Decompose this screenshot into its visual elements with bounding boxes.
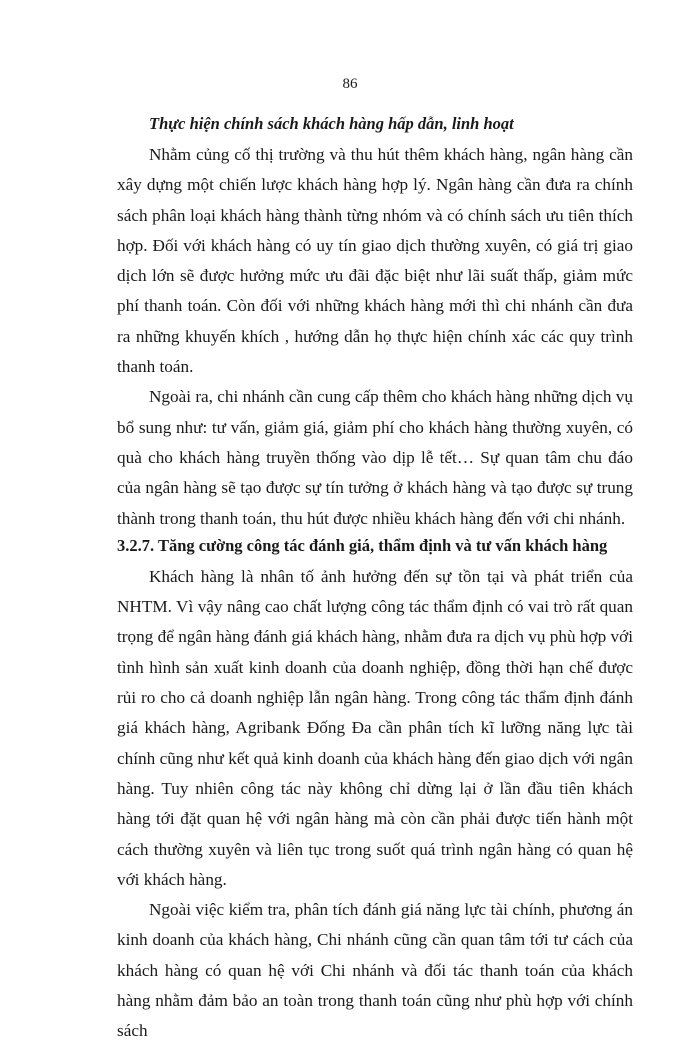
page-number: 86 (342, 76, 358, 92)
paragraph: Ngoài việc kiểm tra, phân tích đánh giá năng lực tài chính, phương án kinh doanh của khách hàng, Chi nhánh cũng cần quan tâm tới tư cách của khách hàng có quan hệ với Chi nhánh và đối tác thanh toán của khách hàng nhằm đảm bảo an toàn trong thanh toán cũng như phù hợp với chính sách (117, 900, 633, 1041)
paragraph: Nhằm củng cố thị trường và thu hút thêm khách hàng, ngân hàng cần xây dựng một chiến lược khách hàng hợp lý. Ngân hàng cần đưa ra chính sách phân loại khách hàng thành từng nhóm và có chính sách ưu tiên thích hợp. Đối với khách hàng có uy tín giao dịch thường xuyên, có giá trị giao dịch lớn sẽ được hưởng mức ưu đãi đặc biệt như lãi suất thấp, giảm mức phí thanh toán. Còn đối với những khách hàng mới thì chi nhánh cần đưa ra những khuyến khích , hướng dẫn họ thực hiện chính xác các quy trình thanh toán. (117, 145, 633, 377)
section-heading-3-2-7: 3.2.7. Tăng cường công tác đánh giá, thẩm định và tư vấn khách hàng (117, 535, 608, 555)
document-body (117, 112, 633, 1047)
paragraph: Khách hàng là nhân tố ảnh hưởng đến sự tồn tại và phát triển của NHTM. Vì vậy nâng cao chất lượng công tác thẩm định có vai trò rất quan trọng để ngân hàng đánh giá khách hàng, nhằm đưa ra dịch vụ phù hợp với tình hình sản xuất kinh doanh của doanh nghiệp, đồng thời hạn chế được rủi ro cho cả doanh nghiệp lẫn ngân hàng. Trong công tác thẩm định đánh giá khách hàng, Agribank Đống Đa cần phân tích kĩ lưỡng năng lực tài chính cũng như kết quả kinh doanh của khách hàng đến giao dịch với ngân hàng. Tuy nhiên công tác này không chỉ dừng lại ở lần đầu tiên khách hàng tới đặt quan hệ với ngân hàng mà còn cần phải được tiến hành một cách thường xuyên và liên tục trong suốt quá trình ngân hàng có quan hệ với khách hàng. (117, 566, 633, 889)
paragraph: Ngoài ra, chi nhánh cần cung cấp thêm cho khách hàng những dịch vụ bổ sung như: tư vấn, giảm giá, giảm phí cho khách hàng thường xuyên, có quà cho khách hàng truyền thống vào dịp lễ tết… Sự quan tâm chu đáo của ngân hàng sẽ tạo được sự tín tưởng ở khách hàng và tạo được sự trung thành trong thanh toán, thu hút được nhiều khách hàng đến với chi nhánh. (117, 387, 633, 528)
subheading-customer-policy: Thực hiện chính sách khách hàng hấp dẫn, linh hoạt (149, 114, 514, 133)
